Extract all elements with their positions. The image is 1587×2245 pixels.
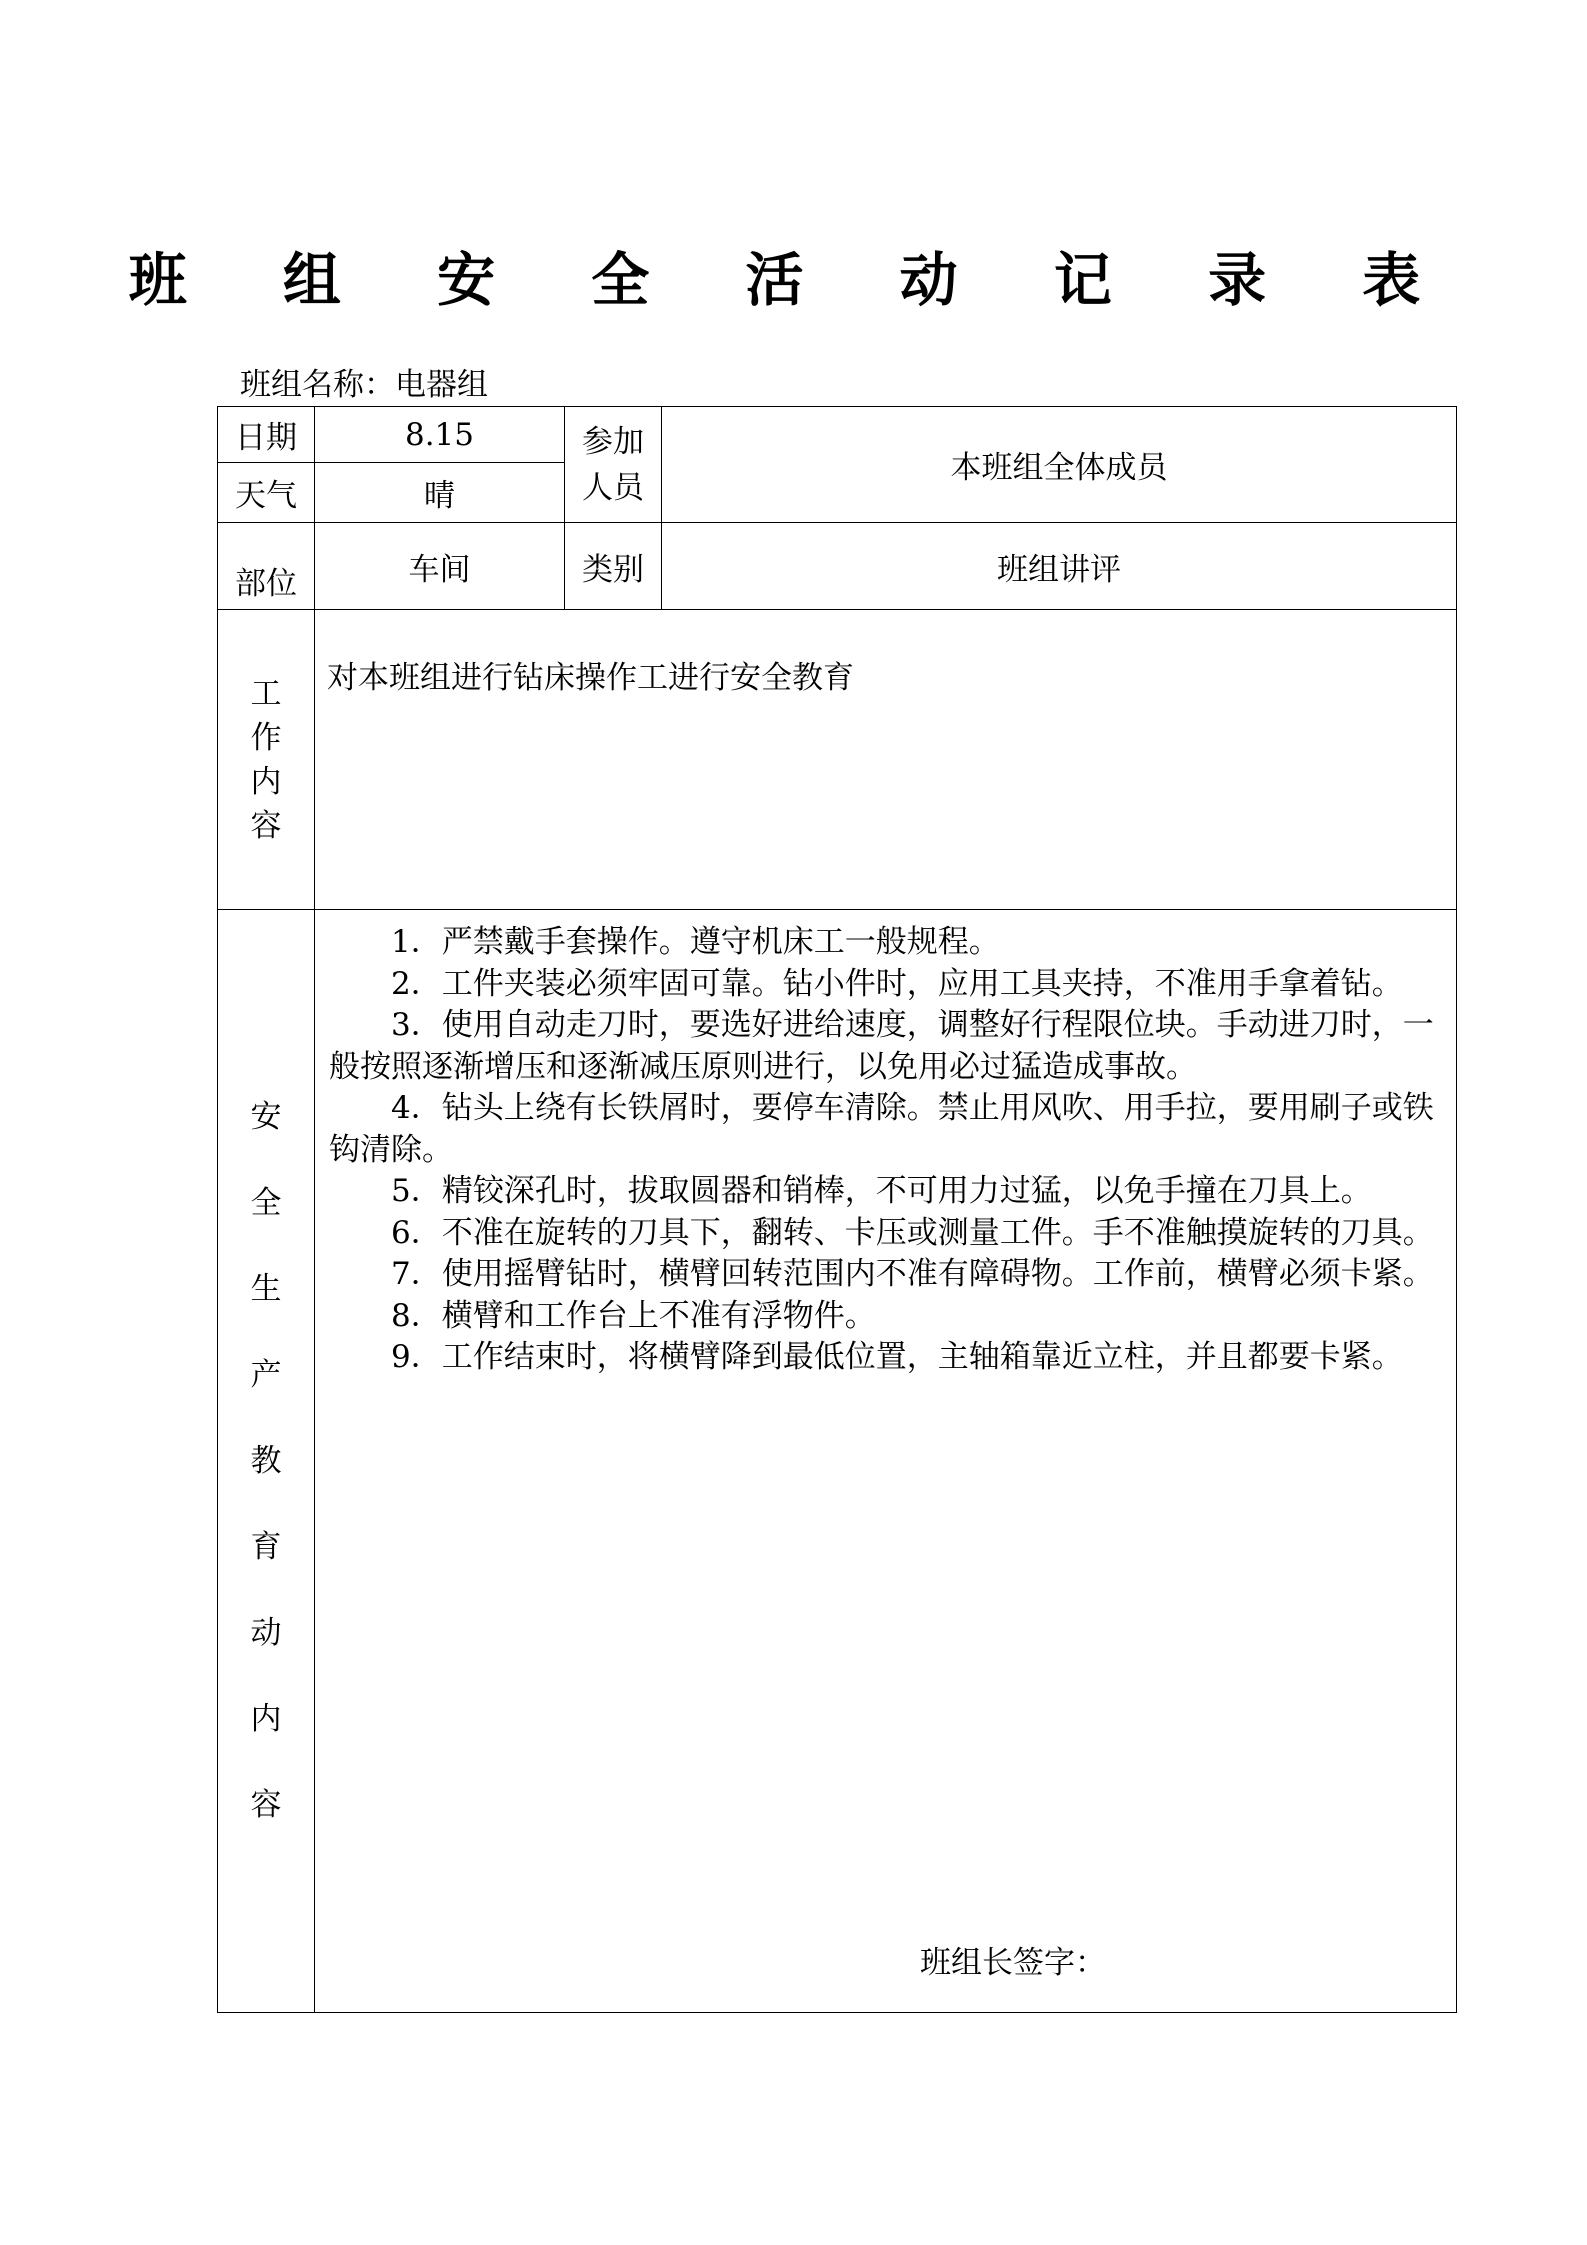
safety-label-char: 动 (250, 1615, 282, 1651)
dept-label: 部位 (218, 523, 315, 610)
work-content-value: 对本班组进行钻床操作工进行安全教育 (315, 610, 1457, 910)
safety-label-char: 全 (250, 1185, 282, 1221)
safety-label-char: 生 (250, 1271, 282, 1307)
safety-label-char: 内 (250, 1701, 282, 1737)
participants-label-line2: 人员 (582, 469, 644, 506)
team-name-value: 电器组 (395, 367, 488, 403)
safety-item: 6．不准在旋转的刀具下，翻转、卡压或测量工件。手不准触摸旋转的刀具。 (391, 1214, 1434, 1251)
participants-label-line1: 参加 (582, 423, 644, 460)
safety-item: 4．钻头上绕有长铁屑时，要停车清除。禁止用风吹、用手拉，要用刷子或铁钩清除。 (329, 1090, 1434, 1168)
work-label-char: 容 (250, 807, 282, 844)
team-name-label: 班组名称： (240, 367, 395, 403)
weather-value: 晴 (315, 463, 565, 523)
date-value: 8.15 (315, 407, 565, 463)
safety-item: 2．工件夹装必须牢固可靠。钻小件时，应用工具夹持，不准用手拿着钻。 (391, 965, 1403, 1002)
team-name (240, 365, 488, 405)
participants-value: 本班组全体成员 (662, 407, 1457, 523)
safety-content-value (315, 910, 1457, 2013)
participants-label (565, 407, 662, 523)
work-content-label (218, 610, 315, 910)
page-title: 班 组 安 全 活 动 记 录 表 (128, 246, 1459, 314)
weather-label: 天气 (218, 463, 315, 523)
safety-item: 9．工作结束时，将横臂降到最低位置，主轴箱靠近立柱，并且都要卡紧。 (391, 1339, 1403, 1375)
safety-item: 1．严禁戴手套操作。遵守机床工一般规程。 (391, 924, 1000, 960)
safety-item: 3．使用自动走刀时，要选好进给速度，调整好行程限位块。手动进刀时，一般按照逐渐增压和逐渐减压原则进行，以免用必过猛造成事故。 (329, 1007, 1434, 1085)
safety-item: 5．精铰深孔时，拔取圆器和销棒，不可用力过猛，以免手撞在刀具上。 (391, 1173, 1372, 1209)
leader-signature-label: 班组长签字： (920, 1945, 1106, 1981)
safety-item: 8．横臂和工作台上不准有浮物件。 (391, 1297, 876, 1334)
safety-content-label (218, 910, 315, 2013)
safety-label-char: 教 (250, 1443, 282, 1479)
category-label: 类别 (565, 523, 662, 610)
safety-label-char: 安 (250, 1099, 282, 1135)
safety-label-char: 育 (250, 1529, 282, 1565)
date-label: 日期 (218, 407, 315, 463)
dept-value: 车间 (315, 523, 565, 610)
safety-record-table (217, 406, 1457, 2013)
work-label-char: 作 (250, 719, 282, 756)
work-label-char: 工 (250, 675, 282, 712)
safety-label-char: 容 (250, 1787, 282, 1823)
safety-item: 7．使用摇臂钻时，横臂回转范围内不准有障碍物。工作前，横臂必须卡紧。 (391, 1256, 1434, 1292)
safety-label-char: 产 (250, 1357, 282, 1393)
work-label-char: 内 (250, 763, 282, 800)
category-value: 班组讲评 (662, 523, 1457, 610)
